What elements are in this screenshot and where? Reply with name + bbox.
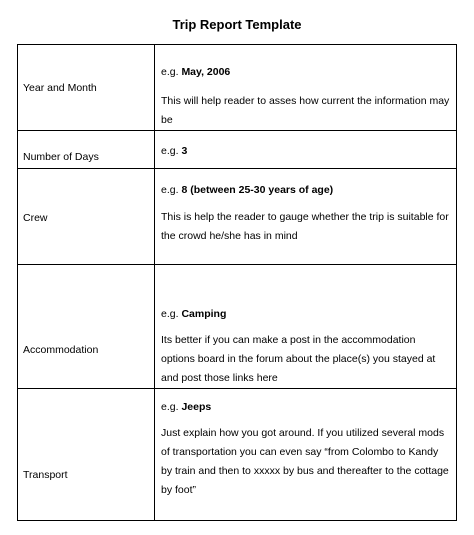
- table-row: [18, 169, 457, 265]
- row-description: This is help the reader to gauge whether the trip is suitable for the crowd he/she has in mind: [161, 211, 449, 242]
- row-label-cell: [18, 45, 155, 131]
- example-prefix: e.g.: [161, 401, 179, 413]
- row-label-cell: [18, 131, 155, 169]
- example-value: Jeeps: [181, 401, 212, 413]
- table-row: [18, 389, 457, 521]
- row-label-cell: [18, 389, 155, 521]
- row-description: This will help reader to asses how current the information may be: [161, 95, 450, 126]
- row-value-cell: [155, 131, 457, 169]
- row-label: Year and Month: [23, 82, 97, 94]
- table-row: [18, 45, 457, 131]
- row-label: Transport: [23, 469, 68, 481]
- table-row: [18, 131, 457, 169]
- example-value: Camping: [181, 308, 227, 320]
- row-value-cell: [155, 389, 457, 521]
- example-value: 3: [181, 145, 188, 157]
- document-title: Trip Report Template: [172, 17, 302, 32]
- row-label: Accommodation: [23, 344, 99, 356]
- example-line: [161, 66, 450, 79]
- row-description: Its better if you can make a post in the accommodation options board in the forum about the place(s) you stayed at and post those links here: [161, 334, 436, 384]
- row-label: Number of Days: [23, 151, 99, 163]
- example-line: [161, 308, 450, 321]
- row-value-cell: [155, 169, 457, 265]
- example-line: [161, 145, 450, 158]
- row-label-cell: [18, 169, 155, 265]
- row-value-cell: [155, 45, 457, 131]
- example-prefix: e.g.: [161, 145, 179, 157]
- row-description: Just explain how you got around. If you utilized several mods of transportation you can even say “from Colombo to Kandy by train and then to xxxxx by bus and thereafter to the cottage by foot”: [161, 427, 449, 496]
- table-row: [18, 265, 457, 389]
- example-line: [161, 401, 450, 414]
- example-prefix: e.g.: [161, 184, 179, 196]
- trip-report-table: [17, 44, 457, 521]
- example-value: 8 (between 25-30 years of age): [181, 184, 334, 196]
- example-value: May, 2006: [181, 66, 231, 78]
- example-line: [161, 184, 450, 197]
- example-prefix: e.g.: [161, 308, 179, 320]
- example-prefix: e.g.: [161, 66, 179, 78]
- row-label-cell: [18, 265, 155, 389]
- row-value-cell: [155, 265, 457, 389]
- row-label: Crew: [23, 212, 48, 224]
